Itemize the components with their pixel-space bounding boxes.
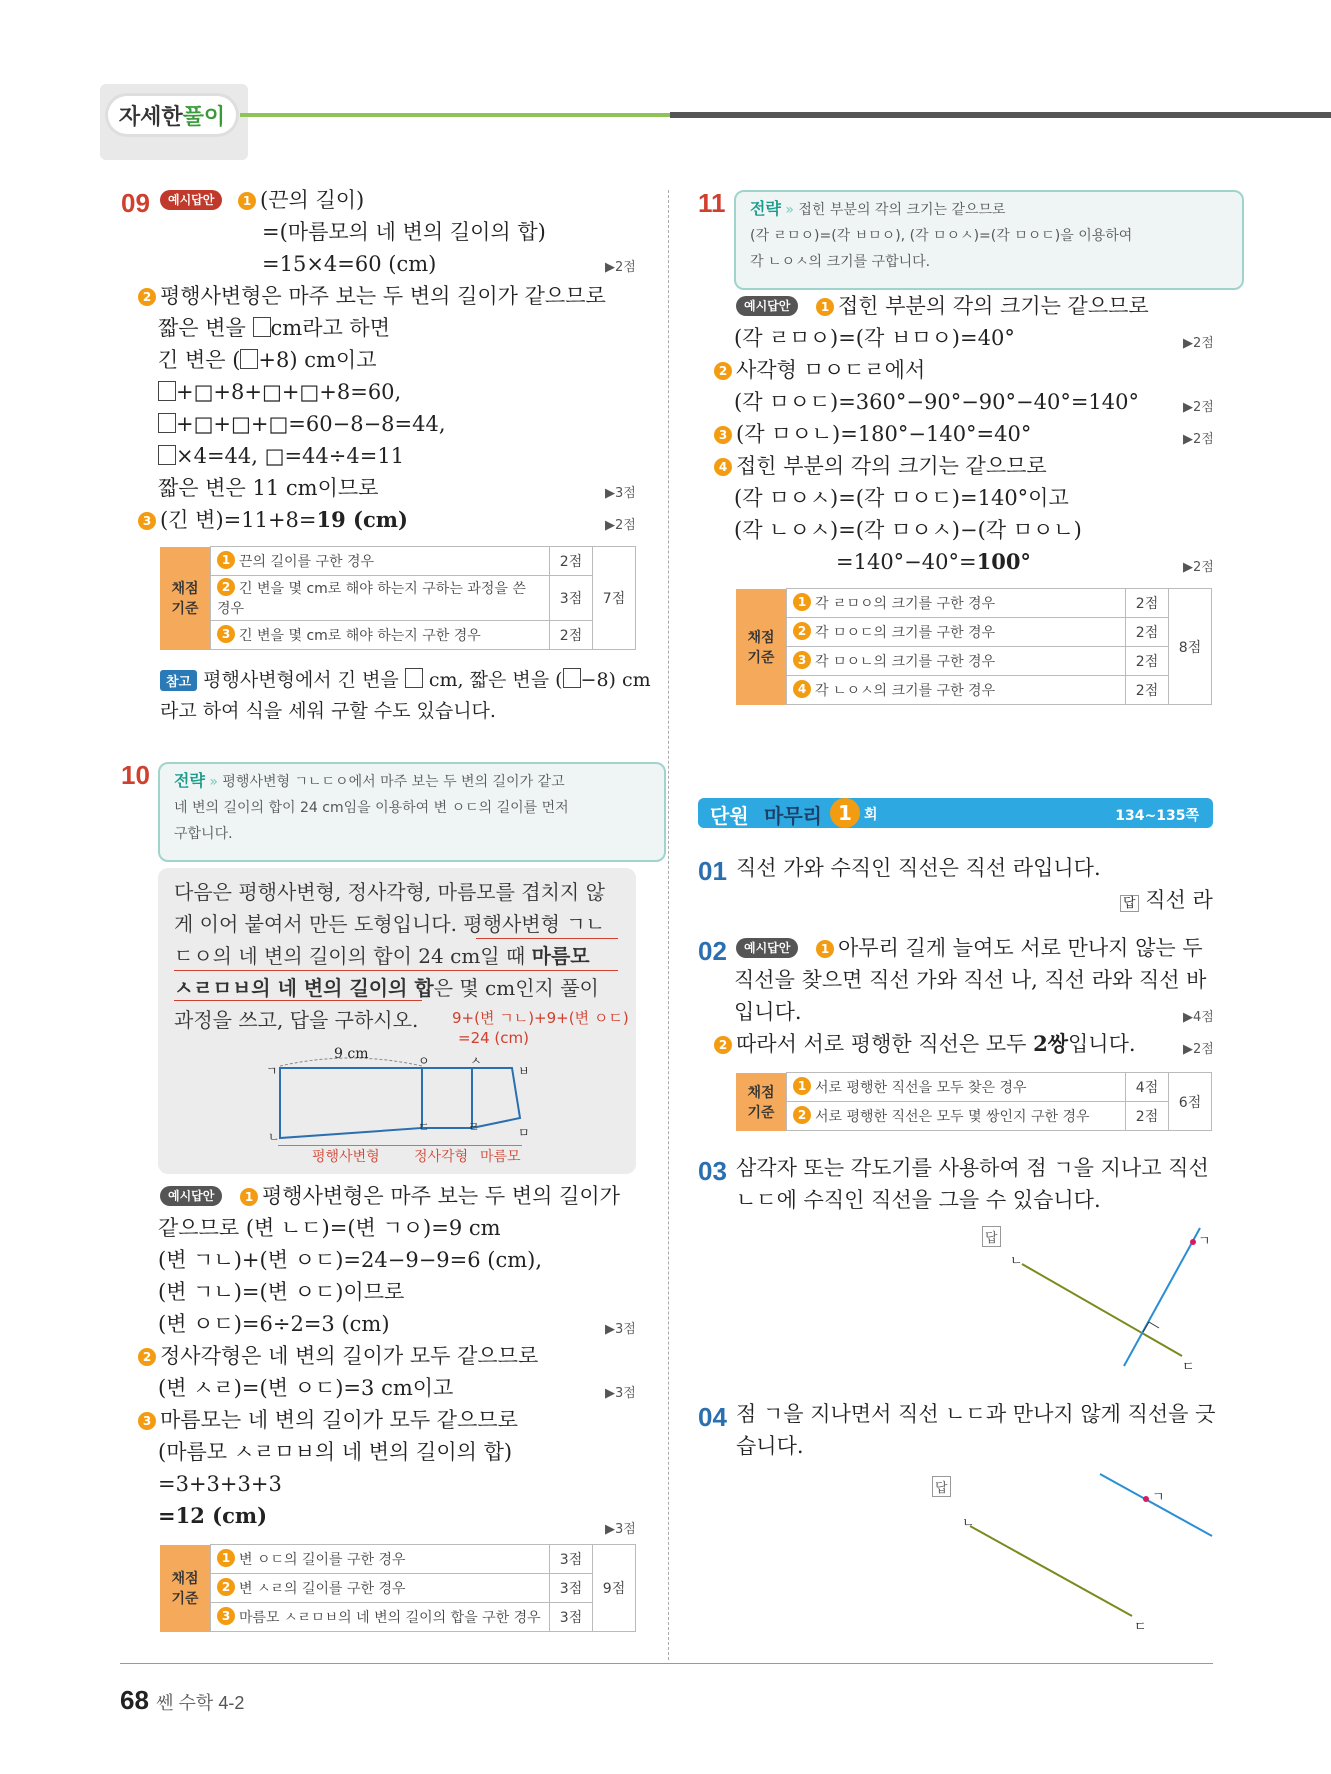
scoring-label: 채점 기준 — [160, 547, 211, 650]
example-tag-label: 예시답안 — [736, 938, 798, 958]
score-points: 2점 — [1126, 589, 1169, 618]
q11-answer-1: 1 접힌 부분의 각의 크기는 같으므로 — [816, 290, 1149, 322]
q11-answer-5: 3 (각 ㅁㅇㄴ)=180°−140°=40° — [714, 418, 1031, 450]
point-label: ㄱ — [1152, 1490, 1165, 1505]
q10-answer-4: (변 ㄱㄴ)=(변 ㅇㄷ)이므로 — [158, 1280, 405, 1304]
score-item: 3 마름모 ㅅㄹㅁㅂ의 네 변의 길이의 합을 구한 경우 — [211, 1603, 550, 1632]
blank-box — [253, 317, 271, 337]
problem-line-1: 다음은 평행사변형, 정사각형, 마름모를 겹치지 않 — [174, 880, 605, 904]
q09-l6a: 긴 변은 ( — [158, 348, 241, 372]
q09-line-5 — [158, 312, 390, 344]
blank-box — [405, 668, 423, 688]
scoring-label: 채점 기준 — [736, 589, 787, 705]
u02-line-3: 입니다. — [734, 1000, 802, 1024]
step-2-icon: 2 — [138, 288, 156, 306]
strategy-label: 전략 — [174, 771, 205, 790]
q11-answer-9: =140°−40°=100° — [836, 549, 1031, 574]
q09-l5b: cm라고 하면 — [270, 316, 391, 340]
handwriting-underline — [476, 938, 618, 940]
q11-answer-8: (각 ㄴㅇㅅ)=(각 ㅁㅇㅅ)−(각 ㅁㅇㄴ) — [734, 518, 1082, 542]
q09-l11a: (긴 변)=11+8= — [160, 508, 317, 532]
q09-line-4 — [138, 280, 606, 312]
q09-note-1: 참고 평행사변형에서 긴 변을 cm, 짧은 변을 ( −8) cm — [160, 664, 651, 696]
score-points: 2점 — [550, 621, 593, 650]
question-number: 01 — [698, 856, 727, 886]
fig-label: ㅅ — [470, 1054, 482, 1068]
column-divider — [668, 190, 669, 1660]
handwriting-label: 정사각형 — [414, 1149, 469, 1165]
u01-text: 직선 가와 수직인 직선은 직선 라입니다. — [736, 856, 1101, 880]
score-item: 2 각 ㅁㅇㄷ의 크기를 구한 경우 — [787, 618, 1126, 647]
blank-box — [158, 445, 176, 465]
score-item: 1 변 ㅇㄷ의 길이를 구한 경우 — [211, 1545, 550, 1574]
q09-line-1 — [238, 184, 364, 216]
problem-line-4: ㅅㄹㅁㅂ의 네 변의 길이의 합은 몇 cm인지 풀이 — [174, 976, 599, 1000]
fig-label: ㄹ — [468, 1120, 480, 1134]
point-label: ㄴ — [1010, 1254, 1023, 1269]
u02-line-1: 1 아무리 길게 늘여도 서로 만나지 않는 두 — [816, 932, 1203, 964]
example-tag-label: 예시답안 — [736, 296, 798, 316]
q09-note-2: 라고 하여 식을 세워 구할 수도 있습니다. — [160, 700, 496, 722]
q09-l4: 평행사변형은 마주 보는 두 변의 길이가 같으므로 — [160, 284, 606, 308]
question-number: 03 — [698, 1156, 727, 1186]
fig-label-9cm: 9 cm — [334, 1046, 369, 1062]
q11-answer-7: (각 ㅁㅇㅅ)=(각 ㅁㅇㄷ)=140°이고 — [734, 486, 1069, 510]
point-g — [1190, 1239, 1196, 1245]
line-nd — [970, 1526, 1132, 1616]
score-item: 3 긴 변을 몇 cm로 해야 하는지 구한 경우 — [211, 621, 550, 650]
points-mark: ▶3점 — [605, 1322, 636, 1337]
q11-answer-2: (각 ㄹㅁㅇ)=(각 ㅂㅁㅇ)=40° — [734, 326, 1015, 350]
scoring-table — [160, 546, 636, 650]
q10-answer-3: (변 ㄱㄴ)+(변 ㅇㄷ)=24−9−9=6 (cm), — [158, 1248, 543, 1272]
q10-answer-10: =3+3+3+3 — [158, 1472, 282, 1496]
parallel-line — [1100, 1474, 1212, 1536]
q09-l5a: 짧은 변을 — [158, 316, 246, 340]
q09-l9: ×4=44, □=44÷4=11 — [176, 444, 405, 468]
u04-line-2: 습니다. — [736, 1434, 804, 1458]
score-points: 2점 — [1126, 1102, 1169, 1131]
problem-line-5: 과정을 쓰고, 답을 구하시오. — [174, 1008, 419, 1032]
book-title: 쎈 수학 4-2 — [156, 1693, 245, 1713]
score-item: 1 서로 평행한 직선을 모두 찾은 경우 — [787, 1073, 1126, 1102]
q09-line-11 — [138, 504, 408, 536]
point-label: ㄱ — [1198, 1234, 1211, 1249]
q11-answer-6: 4 접힌 부분의 각의 크기는 같으므로 — [714, 450, 1047, 482]
u04-line-1: 점 ㄱ을 지나면서 직선 ㄴㄷ과 만나지 않게 직선을 긋 — [736, 1402, 1216, 1426]
score-item: 2 변 ㅅㄹ의 길이를 구한 경우 — [211, 1574, 550, 1603]
strategy-label: 전략 — [750, 199, 781, 218]
u03-line-2: ㄴㄷ에 수직인 직선을 그을 수 있습니다. — [736, 1188, 1101, 1212]
q10-answer-1: 1 평행사변형은 마주 보는 두 변의 길이가 — [240, 1180, 620, 1212]
question-number: 04 — [698, 1402, 727, 1432]
question-number: 09 — [121, 188, 150, 218]
q10-answer-7: (변 ㅅㄹ)=(변 ㅇㄷ)=3 cm이고 — [158, 1376, 454, 1400]
u02-line-4: 2 따라서 서로 평행한 직선은 모두 2쌍입니다. — [714, 1028, 1136, 1060]
example-tag — [736, 296, 798, 317]
scoring-table — [160, 1544, 636, 1632]
unit-number-badge: 1 — [830, 798, 860, 828]
example-tag-label: 예시답안 — [160, 190, 222, 210]
point-label: ㄷ — [1182, 1360, 1195, 1375]
points-mark: ▶3점 — [605, 1386, 636, 1401]
blank-box — [158, 381, 176, 401]
perpendicular-figure — [1000, 1216, 1230, 1376]
q10-answer-8: 3 마름모는 네 변의 길이가 모두 같으므로 — [138, 1404, 518, 1436]
fig-label: ㅁ — [518, 1126, 530, 1140]
unit-review-bar — [698, 798, 1213, 828]
fig-label: ㄱ — [266, 1064, 278, 1078]
strategy-box: 전략 » 평행사변형 ㄱㄴㄷㅇ에서 마주 보는 두 변의 길이가 같고 네 변의 길이의 합이 24 cm임을 이용하여 변 ㅇㄷ의 길이를 먼저 구합니다. — [158, 762, 666, 862]
score-points: 3점 — [550, 1545, 593, 1574]
q09-line-9 — [158, 440, 404, 472]
note-tag: 참고 — [160, 670, 197, 691]
example-tag — [160, 190, 222, 211]
unit-suffix: 회 — [864, 807, 878, 823]
question-number: 10 — [121, 760, 150, 790]
points-mark: ▶3점 — [605, 1522, 636, 1537]
scoring-table — [736, 1072, 1212, 1131]
scoring-label: 채점 기준 — [160, 1545, 211, 1632]
question-number: 02 — [698, 936, 727, 966]
score-points: 2점 — [550, 547, 593, 576]
fig-label: ㄴ — [268, 1130, 280, 1144]
score-points: 3점 — [550, 1574, 593, 1603]
q09-l1: (끈의 길이) — [260, 188, 365, 212]
header-title-b: 풀이 — [182, 104, 226, 130]
score-points: 2점 — [1126, 676, 1169, 705]
q09-line-3: =15×4=60 (cm) — [262, 252, 437, 276]
header-title — [108, 96, 236, 134]
example-tag — [160, 1186, 222, 1207]
handwriting-underline — [174, 1000, 422, 1002]
fig-label: ㅇ — [418, 1054, 430, 1068]
u01-answer: 답 직선 라 — [1120, 884, 1213, 920]
q09-answer: 19 (cm) — [316, 507, 408, 532]
q09-l6b: +8) cm이고 — [258, 348, 377, 372]
q09-l7: +□+8+□+□+8=60, — [176, 380, 402, 404]
unit-label-b: 마무리 — [764, 804, 822, 828]
problem-line-2: 게 이어 붙여서 만든 도형입니다. 평행사변형 ㄱㄴ — [174, 912, 605, 936]
fig-label: ㅂ — [518, 1064, 530, 1078]
answer-tag: 답 — [932, 1476, 951, 1497]
line-nd — [1022, 1264, 1182, 1356]
q09-l8: +□+□+□=60−8−8=44, — [176, 412, 446, 436]
score-item: 4 각 ㄴㅇㅅ의 크기를 구한 경우 — [787, 676, 1126, 705]
unit-label-a: 단원 — [710, 804, 749, 828]
score-total: 7점 — [593, 547, 636, 650]
q10-answer-11: =12 (cm) — [158, 1503, 268, 1528]
points-mark: ▶3점 — [605, 486, 636, 501]
points-mark: ▶2점 — [605, 260, 636, 275]
example-tag-label: 예시답안 — [160, 1186, 222, 1206]
step-1-icon: 1 — [238, 192, 256, 210]
points-mark: ▶2점 — [1183, 400, 1214, 415]
q09-line-2: =(마름모의 네 변의 길이의 합) — [262, 220, 546, 244]
answer-tag: 답 — [982, 1226, 1001, 1247]
q09-line-8 — [158, 408, 446, 440]
score-item: 1 끈의 길이를 구한 경우 — [211, 547, 550, 576]
blank-box — [240, 349, 258, 369]
q11-answer-3: 2 사각형 ㅁㅇㄷㄹ에서 — [714, 354, 925, 386]
score-total: 9점 — [593, 1545, 636, 1632]
problem-line-3: ㄷㅇ의 네 변의 길이의 합이 24 cm일 때 마름모 — [174, 944, 590, 968]
handwriting-label: 평행사변형 — [312, 1149, 380, 1165]
score-item: 3 각 ㅁㅇㄴ의 크기를 구한 경우 — [787, 647, 1126, 676]
scoring-table — [736, 588, 1212, 705]
points-mark: ▶2점 — [605, 518, 636, 533]
q10-answer-6: 2 정사각형은 네 변의 길이가 모두 같으므로 — [138, 1340, 538, 1372]
score-points: 2점 — [1126, 647, 1169, 676]
blank-box — [158, 413, 176, 433]
score-points: 2점 — [1126, 618, 1169, 647]
score-item: 2 긴 변을 몇 cm로 해야 하는지 구하는 과정을 쓴 경우 — [211, 576, 550, 621]
handwriting-note: 9+(변 ㄱㄴ)+9+(변 ㅇㄷ) =24 (cm) — [452, 1009, 629, 1047]
q09-line-7 — [158, 376, 401, 408]
q09-line-6 — [158, 344, 376, 376]
page-number: 68 — [120, 1685, 149, 1715]
points-mark: ▶2점 — [1183, 1042, 1214, 1057]
handwriting-label: 마름모 — [480, 1149, 521, 1165]
score-item: 2 서로 평행한 직선은 모두 몇 쌍인지 구한 경우 — [787, 1102, 1126, 1131]
q10-answer-9: (마름모 ㅅㄹㅁㅂ의 네 변의 길이의 합) — [158, 1440, 513, 1464]
points-mark: ▶4점 — [1183, 1010, 1214, 1025]
strategy-box: 전략 » 접힌 부분의 각의 크기는 같으므로 (각 ㄹㅁㅇ)=(각 ㅂㅁㅇ), (각 ㅁㅇㅅ)=(각 ㅁㅇㄷ)을 이용하여 각 ㄴㅇㅅ의 크기를 구합니다. — [734, 190, 1244, 290]
header-rule-green — [240, 113, 670, 117]
score-points: 3점 — [550, 576, 593, 621]
scoring-label: 채점 기준 — [736, 1073, 787, 1131]
u02-line-2: 직선을 찾으면 직선 가와 직선 나, 직선 라와 직선 바 — [734, 968, 1207, 992]
points-mark: ▶2점 — [1183, 336, 1214, 351]
header-title-a: 자세한 — [118, 104, 183, 130]
points-mark: ▶2점 — [1183, 432, 1214, 447]
point-label: ㄴ — [962, 1516, 975, 1531]
unit-pages: 134~135쪽 — [1115, 808, 1199, 824]
q10-answer-2: 같으므로 (변 ㄴㄷ)=(변 ㄱㅇ)=9 cm — [158, 1216, 501, 1240]
score-points: 3점 — [550, 1603, 593, 1632]
blank-box — [563, 668, 581, 688]
composite-figure — [260, 1046, 550, 1146]
question-number: 11 — [698, 188, 726, 218]
score-points: 4점 — [1126, 1073, 1169, 1102]
score-total: 8점 — [1169, 589, 1212, 705]
q11-answer-4: (각 ㅁㅇㄷ)=360°−90°−90°−40°=140° — [734, 390, 1140, 414]
score-total: 6점 — [1169, 1073, 1212, 1131]
u03-line-1: 삼각자 또는 각도기를 사용하여 점 ㄱ을 지나고 직선 — [736, 1156, 1209, 1180]
points-mark: ▶2점 — [1183, 560, 1214, 575]
page-folio — [120, 1685, 244, 1716]
handwriting-underline — [174, 970, 618, 972]
score-item: 1 각 ㄹㅁㅇ의 크기를 구한 경우 — [787, 589, 1126, 618]
parallel-figure — [960, 1466, 1220, 1636]
footer-rule — [120, 1663, 1213, 1664]
q09-line-10: 짧은 변은 11 cm이므로 — [158, 476, 379, 500]
point-label: ㄷ — [1134, 1620, 1147, 1635]
q10-answer-5: (변 ㅇㄷ)=6÷2=3 (cm) — [158, 1312, 390, 1336]
step-3-icon: 3 — [138, 512, 156, 530]
example-tag — [736, 938, 798, 959]
parallelogram-shape — [280, 1068, 422, 1138]
fig-label: ㄷ — [418, 1120, 430, 1134]
header-rule-dark — [670, 112, 1331, 118]
point-g — [1143, 1496, 1149, 1502]
